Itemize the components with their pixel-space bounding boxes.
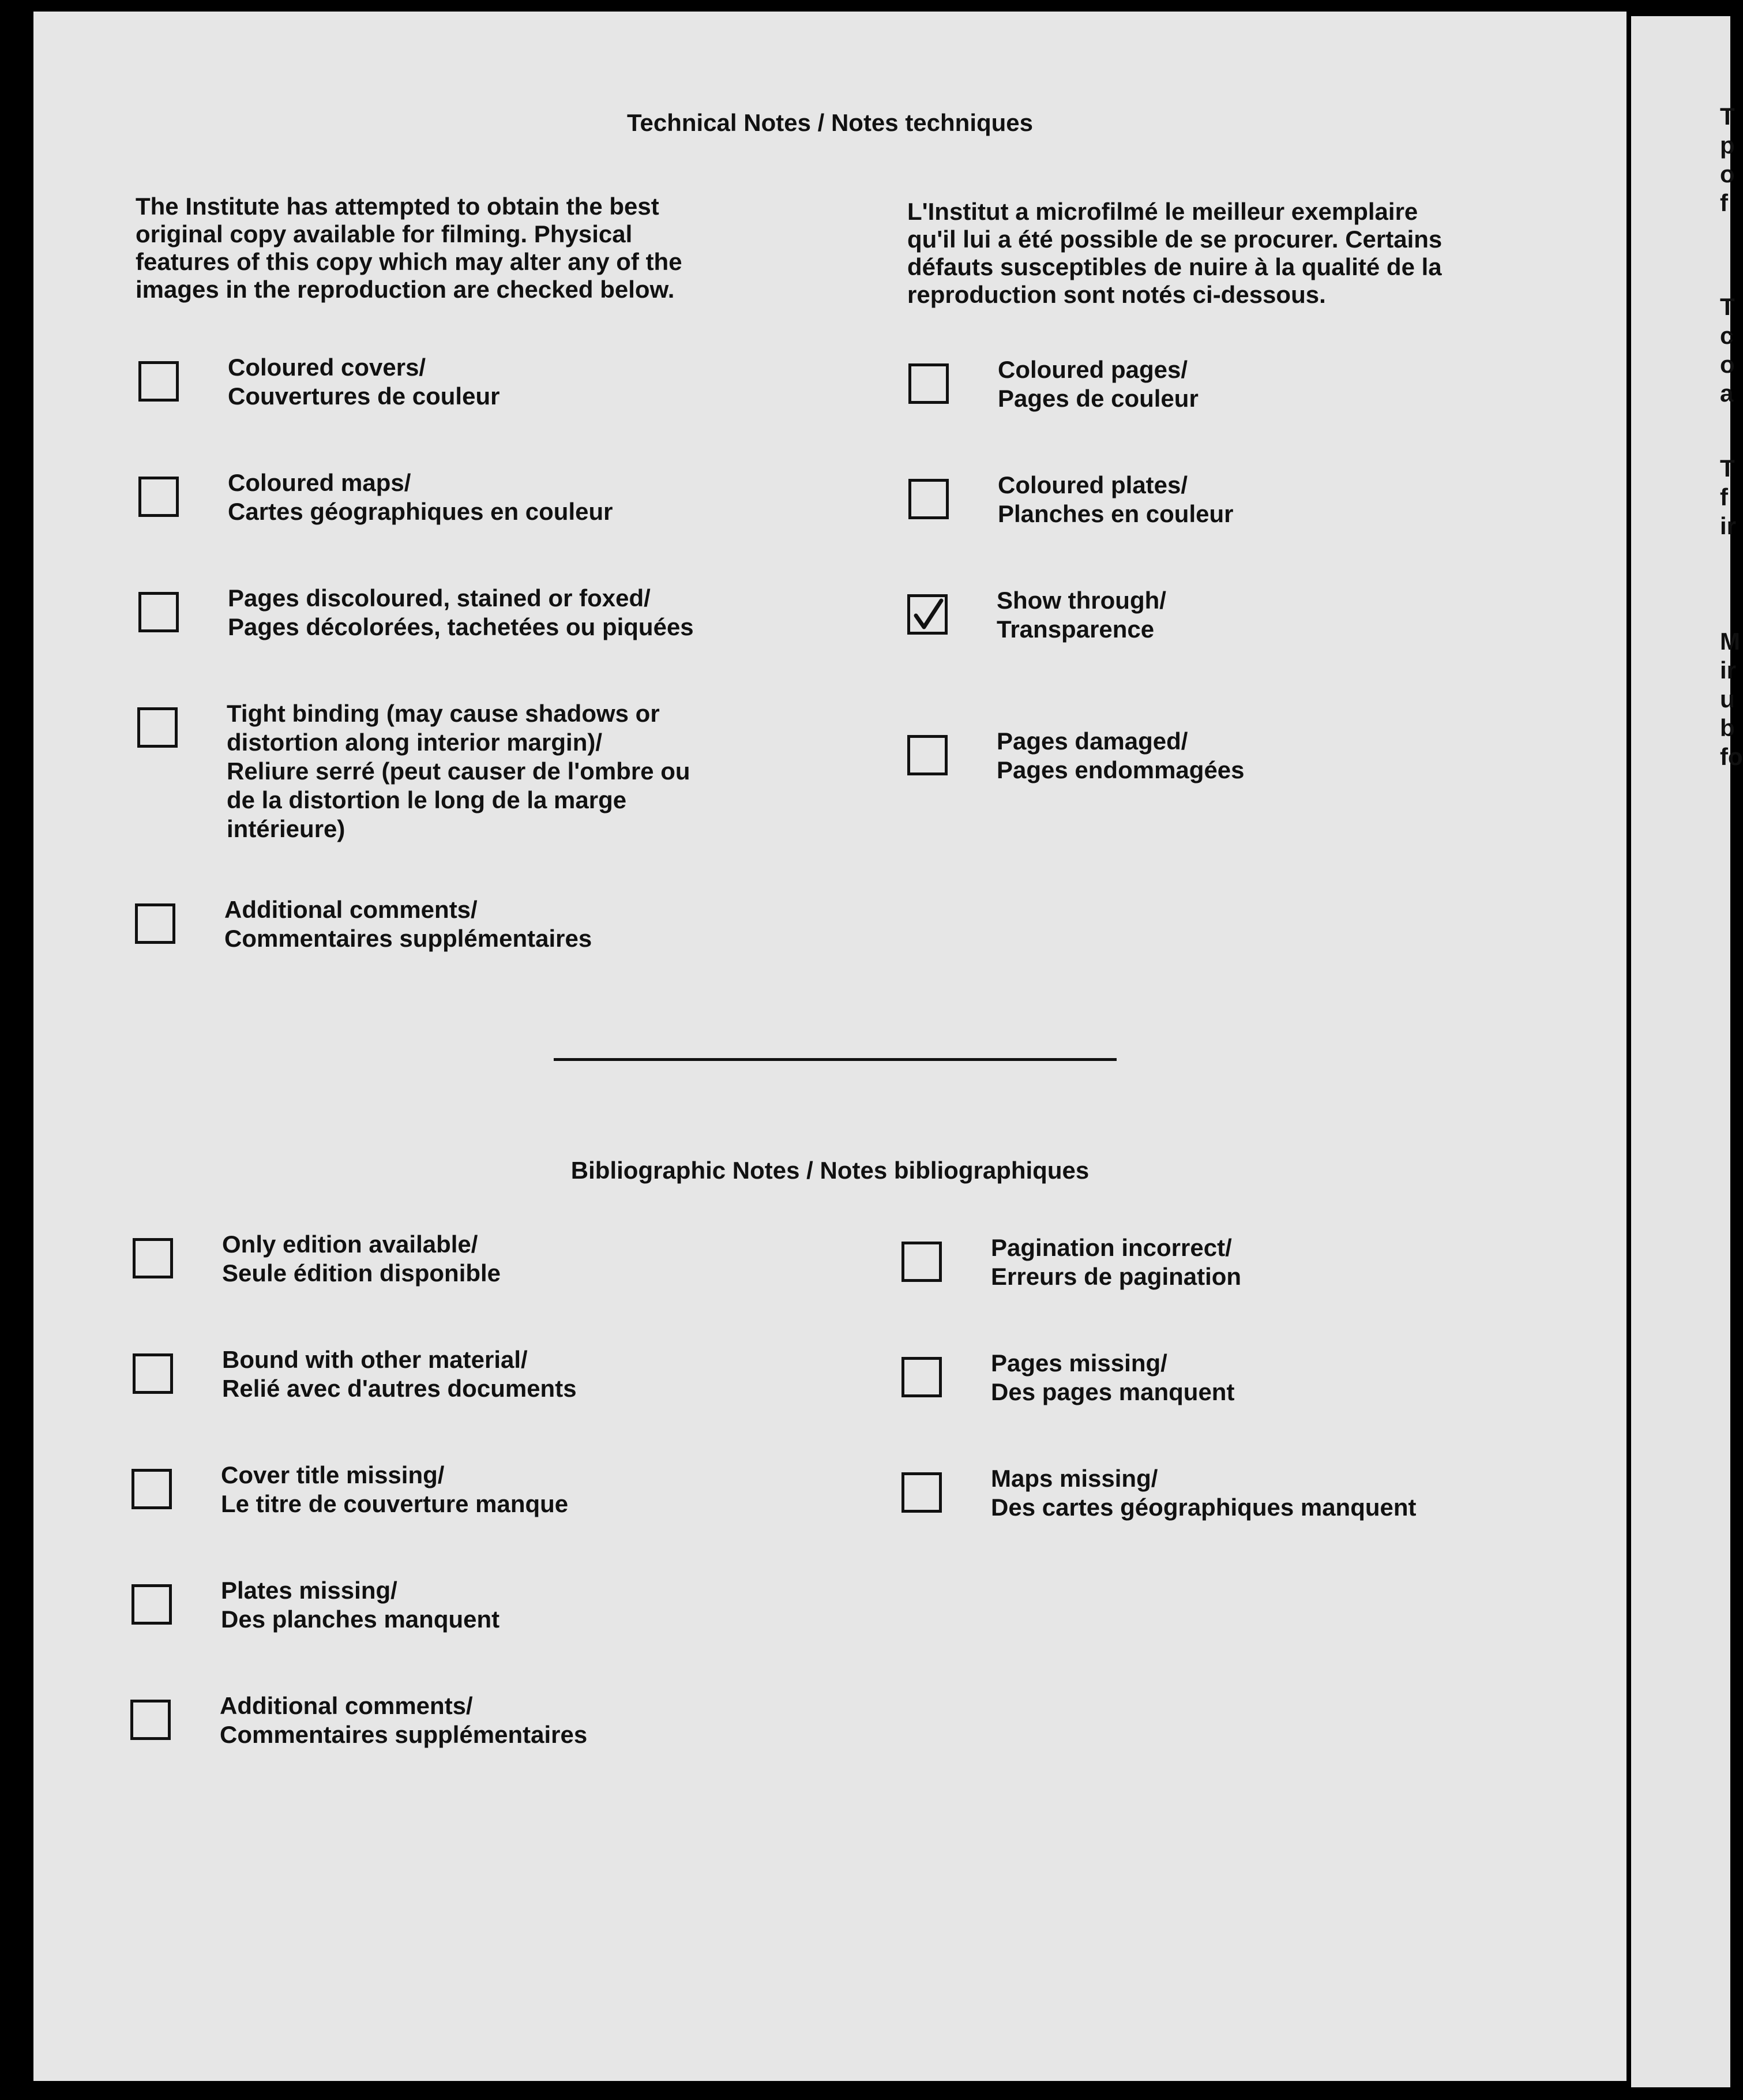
adjacent-page-fragment: o: [1720, 351, 1735, 378]
checkbox[interactable]: [901, 1472, 942, 1513]
bibliographic-notes-heading: Bibliographic Notes / Notes bibliographiques: [570, 1157, 1090, 1184]
checkbox[interactable]: [901, 1357, 942, 1397]
checkbox-checked[interactable]: [907, 594, 948, 635]
bibliographic-item-label: Additional comments/ Commentaires supplémentaires: [220, 1692, 588, 1748]
technical-item-label: Coloured plates/ Planches en couleur: [998, 471, 1234, 527]
technical-item-label: Show through/ Transparence: [997, 587, 1166, 643]
adjacent-page-fragment: c: [1720, 322, 1734, 349]
checkbox[interactable]: [133, 1353, 173, 1394]
technical-item-label: Additional comments/ Commentaires supplémentaires: [224, 896, 592, 952]
technical-item-label: Coloured maps/ Cartes géographiques en couleur: [228, 469, 613, 525]
adjacent-page-fragment: fo: [1720, 743, 1743, 770]
bibliographic-item-label: Only edition available/ Seule édition disponible: [222, 1231, 501, 1287]
checkbox[interactable]: [908, 363, 949, 404]
adjacent-page-fragment: ir: [1720, 512, 1737, 539]
technical-intro-french: L'Institut a microfilmé le meilleur exemplaire qu'il lui a été possible de se procurer. Certains défauts susceptibles de nuire à la qualité de la reproduction sont notés ci-dessous.: [907, 198, 1443, 308]
adjacent-page-fragment: f: [1720, 483, 1728, 511]
adjacent-page-strip: [1631, 16, 1743, 2087]
checkbox[interactable]: [137, 707, 178, 748]
adjacent-page-fragment: u: [1720, 685, 1735, 712]
bibliographic-item-label: Pages missing/ Des pages manquent: [991, 1349, 1235, 1405]
checkbox[interactable]: [901, 1242, 942, 1282]
technical-item-label: Pages damaged/ Pages endommagées: [997, 727, 1245, 783]
checkbox[interactable]: [138, 477, 179, 517]
checkbox[interactable]: [132, 1584, 172, 1625]
adjacent-page-fragment: ir: [1720, 657, 1737, 684]
bibliographic-item-label: Plates missing/ Des planches manquent: [221, 1577, 500, 1633]
adjacent-page-fragment: T: [1720, 455, 1735, 482]
technical-notes-heading: Technical Notes / Notes techniques: [626, 109, 1034, 136]
checkbox[interactable]: [133, 1238, 173, 1278]
checkmark-icon: [911, 598, 946, 633]
bibliographic-item-label: Maps missing/ Des cartes géographiques manquent: [991, 1465, 1417, 1521]
bibliographic-item-label: Bound with other material/ Relié avec d'autres documents: [222, 1346, 577, 1402]
adjacent-page-fragment: b: [1720, 714, 1735, 741]
adjacent-page-fragment: T: [1720, 103, 1735, 130]
bibliographic-item-label: Pagination incorrect/ Erreurs de pagination: [991, 1234, 1242, 1290]
checkbox[interactable]: [908, 479, 949, 519]
adjacent-page-fragment: p: [1720, 132, 1735, 159]
checkbox[interactable]: [132, 1469, 172, 1509]
adjacent-page-fragment: M: [1720, 628, 1740, 655]
checkbox[interactable]: [907, 735, 948, 775]
bibliographic-item-label: Cover title missing/ Le titre de couverture manque: [221, 1461, 569, 1517]
microfilm-page: [33, 12, 1626, 2081]
technical-item-label: Pages discoloured, stained or foxed/ Pages décolorées, tachetées ou piquées: [228, 584, 694, 640]
technical-item-label: Coloured pages/ Pages de couleur: [998, 356, 1199, 412]
section-divider: [554, 1058, 1117, 1061]
adjacent-page-fragment: o: [1720, 160, 1735, 187]
adjacent-page-fragment: T: [1720, 293, 1735, 320]
adjacent-page-fragment: a: [1720, 380, 1734, 407]
adjacent-page-fragment: f: [1720, 189, 1728, 216]
technical-item-label: Coloured covers/ Couvertures de couleur: [228, 354, 500, 410]
checkbox[interactable]: [138, 592, 179, 632]
checkbox[interactable]: [138, 361, 179, 402]
checkbox[interactable]: [135, 903, 175, 944]
technical-item-label: Tight binding (may cause shadows or distortion along interior margin)/ Reliure serré (peut causer de l'ombre ou de la distortion le long de la marge intérieure): [227, 700, 690, 842]
technical-intro-english: The Institute has attempted to obtain the best original copy available for filming. Physical features of this copy which may alter any of the images in the reproduction are checked below.: [136, 193, 682, 303]
checkbox[interactable]: [130, 1700, 171, 1740]
